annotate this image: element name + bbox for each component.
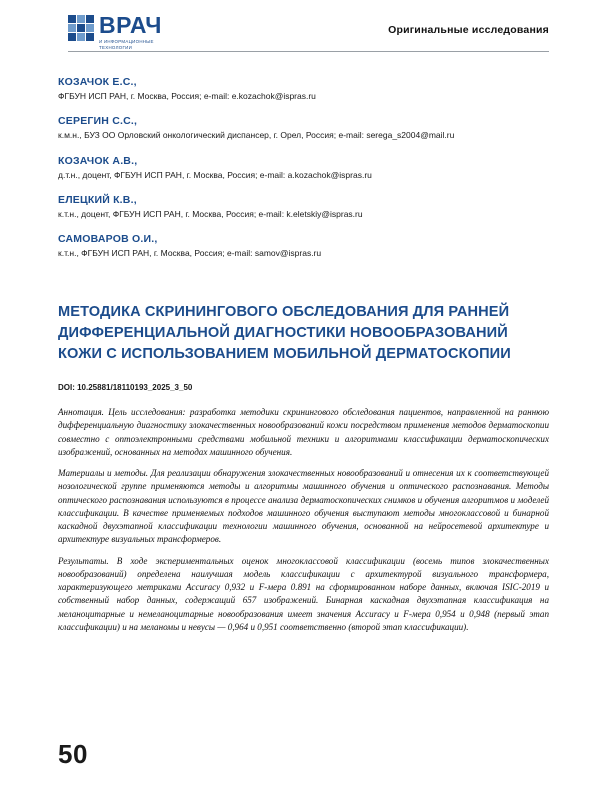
author-entry [58,115,549,141]
author-affiliation: к.т.н., доцент, ФГБУН ИСП РАН, г. Москва, Россия; e-mail: k.eletskiy@ispras.ru [58,208,363,219]
logo-subtitle: И ИНФОРМАЦИОННЫЕ ТЕХНОЛОГИИ [99,39,154,50]
journal-logo [68,14,162,51]
authors-list [58,76,549,260]
logo-text [99,14,162,51]
author-name: КОЗАЧОК А.В., [58,154,138,167]
author-affiliation: к.м.н., БУЗ ОО Орловский онкологический диспансер, г. Орел, Россия; e-mail: serega_s2004@mail.ru [58,130,455,141]
author-affiliation: ФГБУН ИСП РАН, г. Москва, Россия; e-mail: e.kozachok@ispras.ru [58,91,316,101]
author-name: ЕЛЕЦКИЙ К.В., [58,193,137,206]
logo-grid-icon [68,15,94,41]
section-title: Оригинальные исследования [388,24,549,36]
author-name: КОЗАЧОК Е.С., [58,76,137,88]
page-header [58,0,549,52]
author-entry [58,233,549,259]
abstract-paragraph: Аннотация. Цель исследования: разработка методики скринингового обследования пациентов, направленной на раннюю дифференциальную диагностику злокачественных новообразований кожи посредством применения методов дерматоскопии совместно с оптоэлектронными средствами мобильной техники и алгоритмами классификации дерматоскопических изображений, основанных на методах машинного обучения. [58,407,549,457]
author-name: САМОВАРОВ О.И., [58,233,158,246]
author-name: СЕРЕГИН С.С., [58,115,138,128]
logo-word: ВРАЧ [99,12,162,38]
abstract-paragraph: Результаты. В ходе экспериментальных оценок многоклассовой классификации (восемь типов злокачественных новообразований) определена наилучшая модель классификации с архитектурой визуального трансформера, характеризующего метриками Accuracy 0,932 и F-мера 0.891 на сформированном наборе данных, включая ISIC-2019 и собственный набор данных, содержащий 657 изображений. Бинарная каскадная двухэтапная классификация на меланоцитарные и немеланоцитарные новообразования имеет значения Accuracy и F-мера 0,954 и 0,948 (первый этап классификации) и на меланомы и невусы — 0,964 и 0,951 соответственно (второй этап классификации). [58,555,549,633]
header-divider [68,51,549,52]
author-entry [58,194,549,220]
author-entry [58,155,549,181]
page-number: 50 [58,739,88,769]
author-affiliation: к.т.н., ФГБУН ИСП РАН, г. Москва, Россия; e-mail: samov@ispras.ru [58,248,322,259]
page-title: МЕТОДИКА СКРИНИНГОВОГО ОБСЛЕДОВАНИЯ ДЛЯ РАННЕЙ ДИФФЕРЕНЦИАЛЬНОЙ ДИАГНОСТИКИ НОВООБРАЗОВАНИЙ КОЖИ С ИСПОЛЬЗОВАНИЕМ МОБИЛЬНОЙ ДЕРМАТОСКОПИИ [58,303,511,362]
doi-text: DOI: 10.25881/18110193_2025_3_50 [58,383,193,393]
abstract-paragraph: Материалы и методы. Для реализации обнаружения злокачественных новообразований и отнесения их к соответствующей нозологической группе применяются методы и алгоритмы машинного обучения и оптического распознавания. Методы оптического распознавания используются в процессе анализа дерматоскопических снимков и обучения алгоритмов и моделей классификации. В качестве применяемых подходов машинного обучения выступают методы многоклассовой и бинарной каскадной двухэтапной классификации технологии машинного обучения, основанной на нейросетевой архитектуре и архитектуре визуальных трансформеров. [58,468,549,545]
author-affiliation: д.т.н., доцент, ФГБУН ИСП РАН, г. Москва, Россия; e-mail: a.kozachok@ispras.ru [58,169,372,180]
abstract-section [58,406,549,634]
author-entry [58,76,549,102]
